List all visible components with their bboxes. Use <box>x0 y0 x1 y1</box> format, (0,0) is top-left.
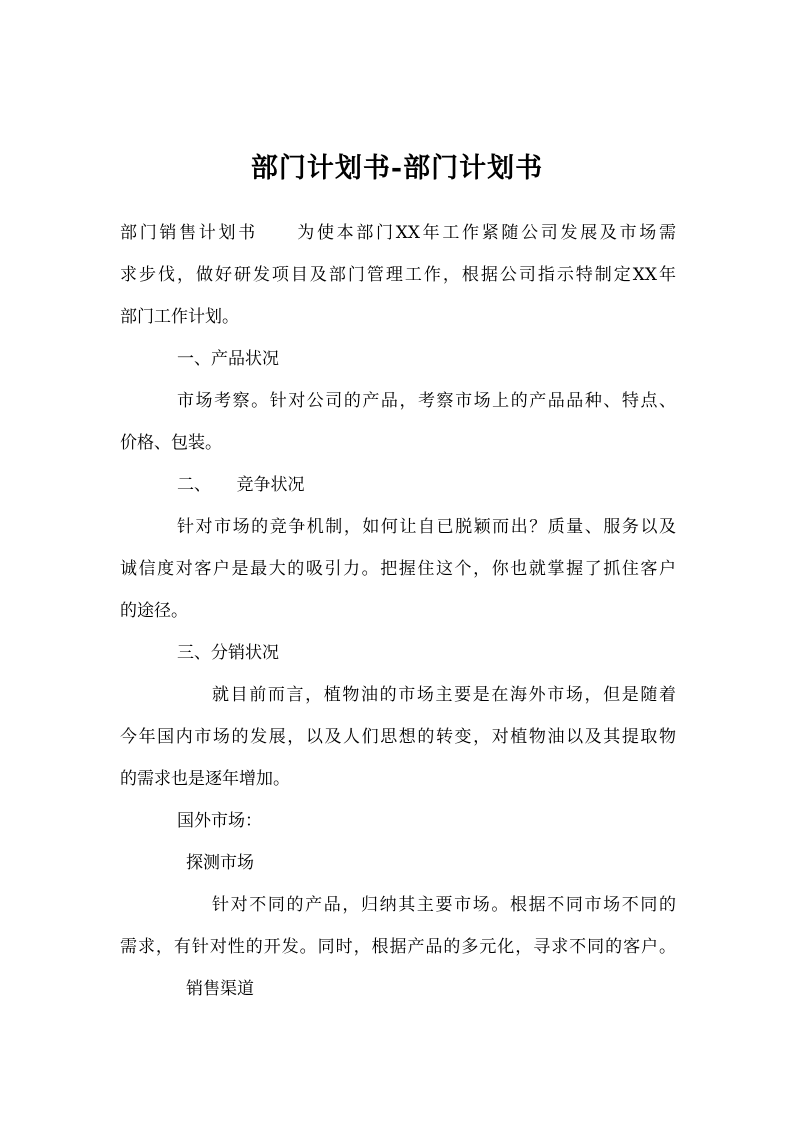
competition-line-3: 的途径。 <box>120 601 188 621</box>
intro-line-2: 求步伐，做好研发项目及部门管理工作，根据公司指示特制定XX年 <box>120 265 676 285</box>
section-heading-product: 一、产品状况 <box>177 349 279 369</box>
section-heading-distribution: 三、分销状况 <box>177 643 279 663</box>
competition-line-1: 针对市场的竞争机制，如何让自已脱颖而出？质量、服务以及 <box>177 517 676 537</box>
subheading-explore-market: 探测市场 <box>186 853 254 873</box>
subheading-sales-channels: 销售渠道 <box>186 979 254 999</box>
distribution-line-1: 就目前而言，植物油的市场主要是在海外市场，但是随着 <box>212 685 676 705</box>
document-title: 部门计划书-部门计划书 <box>250 153 544 184</box>
distribution-line-3: 的需求也是逐年增加。 <box>120 769 290 789</box>
product-line-1: 市场考察。针对公司的产品，考察市场上的产品品种、特点、 <box>177 391 676 411</box>
distribution-line-2: 今年国内市场的发展，以及人们思想的转变，对植物油以及其提取物 <box>120 727 676 747</box>
explore-line-1: 针对不同的产品，归纳其主要市场。根据不同市场不同的 <box>212 895 676 915</box>
explore-line-2: 需求，有针对性的开发。同时，根据产品的多元化，寻求不同的客户。 <box>120 937 676 957</box>
product-line-2: 价格、包装。 <box>120 433 222 453</box>
competition-line-2: 诚信度对客户是最大的吸引力。把握住这个，你也就掌握了抓住客户 <box>120 559 676 579</box>
intro-line-3: 部门工作计划。 <box>120 307 239 327</box>
subheading-foreign-market: 国外市场： <box>177 811 262 831</box>
section-heading-competition: 二、 竞争状况 <box>177 475 305 495</box>
intro-line-1: 部门销售计划书 为使本部门XX年工作紧随公司发展及市场需 <box>120 223 676 243</box>
